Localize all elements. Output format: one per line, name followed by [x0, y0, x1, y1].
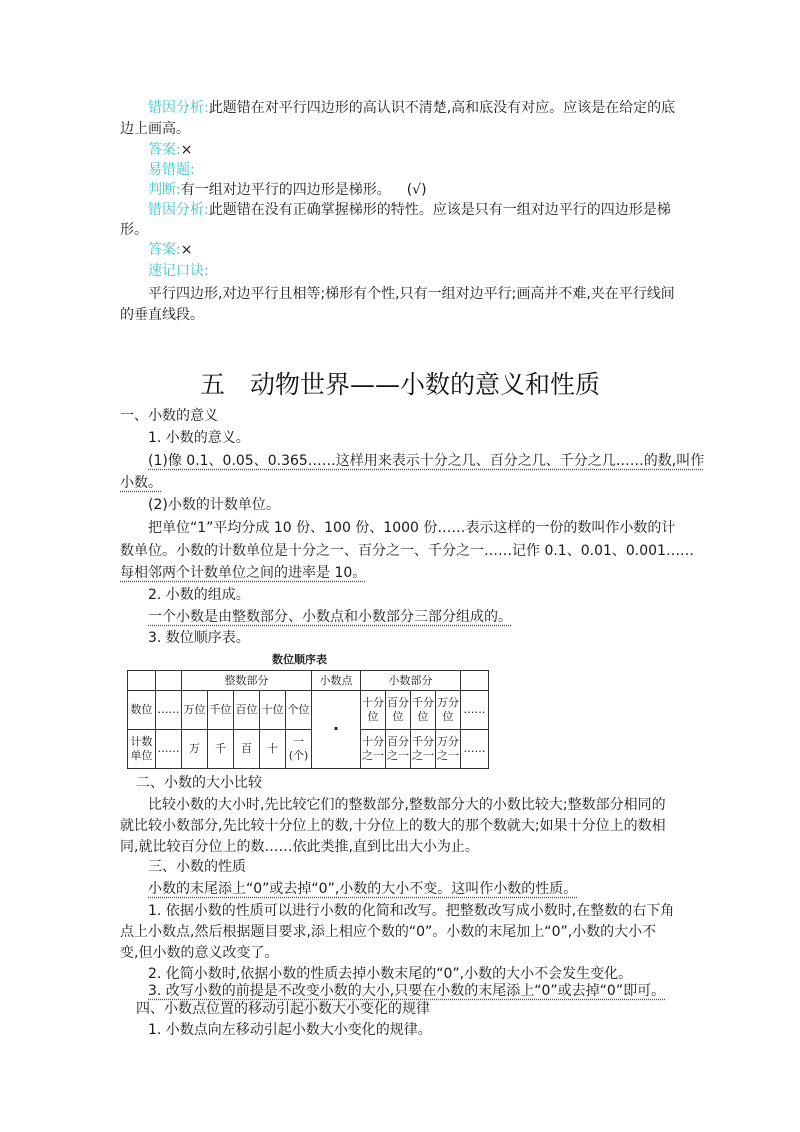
thousandth-b: 之一: [412, 749, 434, 762]
s1-point-1: 1. 小数的意义。: [148, 430, 250, 446]
unit-one-b: (个): [288, 749, 309, 762]
label-mnemonic: 速记口诀:: [148, 263, 209, 279]
ten-thousandth-b: 之一: [437, 749, 459, 762]
s1-definition-1-cont: 小数。: [120, 475, 162, 491]
mnemonic-text-2: 的垂直线段。: [120, 307, 204, 323]
judge-text: 有一组对边平行的四边形是梯形。: [180, 182, 391, 198]
place-wan: 万位: [182, 691, 208, 730]
hundredth-b: 之一: [387, 749, 409, 762]
ten-thousandth-a: 万分: [437, 735, 459, 748]
error-analysis-2: [148, 200, 671, 220]
decimal-point-mark: ·: [332, 718, 340, 738]
place-ge: 个位: [286, 691, 312, 730]
label-answer: 答案:: [148, 242, 181, 258]
s1-unit-text-1: 把单位“1”平均分成 10 份、100 份、1000 份……表示这样的一份的数叫作小数的计: [148, 520, 676, 536]
s1-point-3: 3. 数位顺序表。: [148, 630, 250, 646]
place-qian: 千位: [208, 691, 234, 730]
hundredths-suffix: 位: [392, 710, 404, 723]
s2-text-1: 比较小数的大小时,先比较它们的整数部分,整数部分大的小数比较大;整数部分相同的: [148, 797, 666, 813]
unit-tenth: [361, 730, 386, 769]
place-ten-thousandths: [436, 691, 461, 730]
thousandths-label: 千分: [412, 696, 434, 709]
s1-unit-text-3: 每相邻两个计数单位之间的进率是 10。: [120, 565, 367, 581]
s1-subpoint-2: (2)小数的计数单位。: [148, 497, 280, 513]
place-hundredths: [386, 691, 411, 730]
cell-ellipsis: ……: [461, 730, 489, 769]
thousandth-a: 千分: [412, 735, 434, 748]
error-analysis-2-cont: 形。: [120, 222, 148, 238]
answer-1: [148, 140, 192, 160]
error-analysis-text: 此题错在没有正确掌握梯形的特性。应该是只有一组对边平行的四边形是梯: [208, 202, 671, 218]
answer-mark: ×: [180, 242, 193, 258]
ten-thousandths-label: 万分: [437, 696, 459, 709]
s1-unit-text-2: 数单位。小数的计数单位是十分之一、百分之一、千分之一……记作 0.1、0.01、0.001……: [120, 543, 694, 559]
unit-wan: 万: [182, 730, 208, 769]
chapter-title: 五 动物世界——小数的意义和性质: [199, 370, 600, 399]
tenths-label: 十分: [362, 696, 384, 709]
cell-ellipsis: ……: [156, 730, 182, 769]
unit-one-a: 一: [293, 735, 304, 748]
table-caption: 数位顺序表: [272, 653, 327, 666]
tenth-a: 十分: [362, 735, 384, 748]
label-error-analysis: 错因分析:: [148, 100, 209, 116]
decimal-point-cell: [312, 691, 361, 769]
s1-point-2: 2. 小数的组成。: [148, 587, 250, 603]
cell-blank: [156, 671, 182, 691]
unit-qian: 千: [208, 730, 234, 769]
answer-mark: ×: [180, 142, 193, 158]
error-analysis-1-cont: 边上画高。: [120, 121, 190, 137]
label-error-analysis: 错因分析:: [148, 202, 209, 218]
s2-text-3: 同,就比较百分位上的数……依此类推,直到比出大小为止。: [120, 839, 479, 855]
unit-bai: 百: [234, 730, 260, 769]
s3-point-1c: 变,但小数的意义改变了。: [120, 945, 279, 961]
unit-one: [286, 730, 312, 769]
s3-point-2: 2. 化简小数时,依据小数的性质去掉小数末尾的“0”,小数的大小不会发生变化。: [148, 966, 633, 982]
header-decimal-point: 小数点: [312, 671, 361, 691]
error-analysis-1: [148, 98, 675, 118]
s3-property-text: 小数的末尾添上“0”或去掉“0”,小数的大小不变。这叫作小数的性质。: [148, 881, 578, 897]
unit-label-b: 单位: [130, 749, 153, 762]
mnemonic-text-1: 平行四边形,对边平行且相等;梯形有个性,只有一组对边平行;画高并不难,夹在平行线间: [148, 286, 675, 302]
row-label-unit: [128, 730, 156, 769]
label-answer: 答案:: [148, 142, 181, 158]
place-tenths: [361, 691, 386, 730]
s1-definition-1: (1)像 0.1、0.05、0.365……这样用来表示十分之几、百分之几、千分之几……的数,叫作: [148, 453, 705, 469]
s3-point-1b: 点上小数点,然后根据题目要求,添上相应个数的“0”。小数的末尾加上“0”,小数的大小不: [120, 924, 657, 940]
hundredth-a: 百分: [387, 735, 409, 748]
header-integer-part: 整数部分: [182, 671, 312, 691]
thousandths-suffix: 位: [417, 710, 429, 723]
tenth-b: 之一: [362, 749, 384, 762]
unit-ten-thousandth: [436, 730, 461, 769]
ten-thousandths-suffix: 位: [442, 710, 454, 723]
tenths-suffix: 位: [367, 710, 379, 723]
hundredths-label: 百分: [387, 696, 409, 709]
s1-composition-text: 一个小数是由整数部分、小数点和小数部分三部分组成的。: [148, 609, 512, 625]
unit-thousandth: [411, 730, 436, 769]
section-3-heading: 三、小数的性质: [148, 859, 246, 875]
s3-point-3: 3. 改写小数的前提是不改变小数的大小,只要在小数的末尾添上“0”或去掉“0”即可。: [148, 983, 666, 999]
section-1-heading: 一、小数的意义: [120, 408, 218, 424]
label-judge: 判断:: [148, 182, 181, 198]
place-bai: 百位: [234, 691, 260, 730]
section-4-heading: 四、小数点位置的移动引起小数大小变化的规律: [136, 1001, 430, 1017]
s2-text-2: 就比较小数部分,先比较十分位上的数,十分位上的数大的那个数就大;如果十分位上的数相: [120, 818, 666, 834]
place-shi: 十位: [260, 691, 286, 730]
cell-blank: [461, 671, 489, 691]
unit-hundredth: [386, 730, 411, 769]
section-2-heading: 二、小数的大小比较: [136, 775, 262, 791]
label-easy-mistake: 易错题:: [148, 162, 195, 178]
judge-question: [148, 180, 427, 200]
answer-2: [148, 240, 192, 260]
place-thousandths: [411, 691, 436, 730]
judge-mark: (√): [406, 182, 427, 198]
unit-label-a: 计数: [130, 735, 153, 748]
place-value-table: [127, 670, 489, 769]
cell-ellipsis: ……: [461, 691, 489, 730]
cell-ellipsis: ……: [156, 691, 182, 730]
s4-point-1: 1. 小数点向左移动引起小数大小变化的规律。: [148, 1022, 432, 1038]
unit-shi: 十: [260, 730, 286, 769]
error-analysis-text: 此题错在对平行四边形的高认识不清楚,高和底没有对应。应该是在给定的底: [208, 100, 676, 116]
cell-blank: [128, 671, 156, 691]
header-decimal-part: 小数部分: [361, 671, 461, 691]
row-label-place: 数位: [128, 691, 156, 730]
s3-point-1a: 1. 依据小数的性质可以进行小数的化简和改写。把整数改写成小数时,在整数的右下角: [148, 903, 675, 919]
